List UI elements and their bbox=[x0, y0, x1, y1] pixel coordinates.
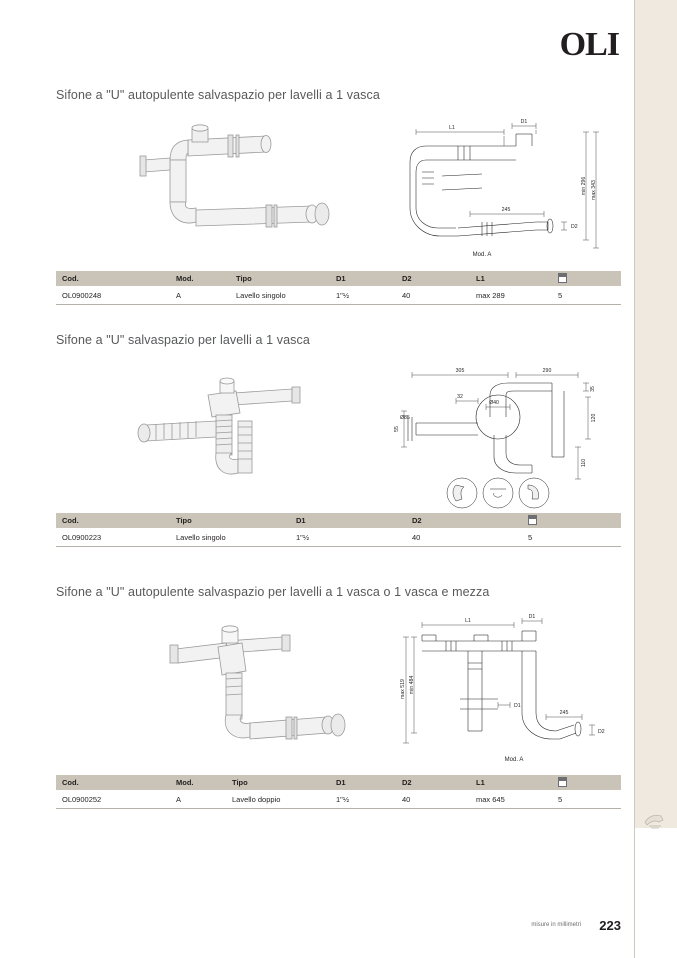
dim-max519: max 519 bbox=[400, 679, 406, 699]
dim-290: 290 bbox=[542, 368, 552, 374]
dim-max343: max 343 bbox=[591, 180, 597, 200]
page-number: 223 bbox=[599, 918, 621, 933]
th-box-qty bbox=[552, 271, 621, 286]
dim-D1: D1 bbox=[520, 119, 528, 125]
spec-table-2 bbox=[56, 513, 621, 547]
th-tipo: Tipo bbox=[230, 271, 330, 286]
section-1-figures bbox=[56, 116, 621, 271]
box-icon bbox=[528, 515, 537, 525]
table-row bbox=[56, 790, 621, 809]
cell-mod: A bbox=[170, 286, 230, 305]
dim-35: 35 bbox=[590, 386, 596, 392]
cell-cod: OL0900223 bbox=[56, 528, 170, 547]
product-photo-3 bbox=[114, 619, 364, 759]
dim-305: 305 bbox=[455, 368, 465, 374]
dim-245: 245 bbox=[559, 710, 569, 716]
technical-drawing-1 bbox=[386, 116, 611, 261]
dim-D1-top: D1 bbox=[528, 614, 536, 620]
drawing-3-mod-label: Mod. A bbox=[504, 757, 524, 763]
cell-d2: 40 bbox=[396, 286, 470, 305]
cell-qty: 5 bbox=[522, 528, 621, 547]
th-tipo: Tipo bbox=[226, 775, 330, 790]
th-d2: D2 bbox=[396, 271, 470, 286]
technical-drawing-2 bbox=[382, 361, 614, 511]
th-cod: Cod. bbox=[56, 513, 170, 528]
th-mod: Mod. bbox=[170, 271, 230, 286]
box-icon bbox=[558, 273, 567, 283]
cell-d1: 1"½ bbox=[290, 528, 406, 547]
table-header-row bbox=[56, 513, 621, 528]
section-2-title: Sifone a "U" salvaspazio per lavelli a 1 vasca bbox=[56, 333, 310, 347]
cell-d1: 1"½ bbox=[330, 790, 396, 809]
dim-D2: D2 bbox=[571, 224, 578, 230]
dim-d85: Ø85 bbox=[400, 415, 410, 421]
table-row bbox=[56, 286, 621, 305]
section-3-figures bbox=[56, 613, 621, 775]
table-header-row bbox=[56, 775, 621, 790]
th-cod: Cod. bbox=[56, 271, 170, 286]
dim-D2: D2 bbox=[598, 729, 605, 735]
cell-d1: 1"½ bbox=[330, 286, 396, 305]
th-l1: L1 bbox=[470, 271, 552, 286]
section-3-title: Sifone a "U" autopulente salvaspazio per lavelli a 1 vasca o 1 vasca e mezza bbox=[56, 585, 490, 599]
cell-l1: max 289 bbox=[470, 286, 552, 305]
cell-mod: A bbox=[170, 790, 226, 809]
dim-55: 55 bbox=[394, 426, 400, 432]
cell-tipo: Lavello singolo bbox=[230, 286, 330, 305]
cell-tipo: Lavello singolo bbox=[170, 528, 290, 547]
dim-120: 120 bbox=[591, 413, 597, 423]
dim-32: 32 bbox=[457, 394, 463, 400]
th-tipo: Tipo bbox=[170, 513, 290, 528]
section-2 bbox=[56, 333, 621, 547]
edge-rule bbox=[634, 0, 635, 958]
cell-cod: OL0900252 bbox=[56, 790, 170, 809]
product-photo-1 bbox=[116, 122, 356, 252]
dim-L1: L1 bbox=[465, 618, 471, 624]
dim-110: 110 bbox=[581, 458, 587, 468]
footer-note: misure in millimetri bbox=[531, 922, 581, 928]
section-1 bbox=[56, 88, 621, 305]
th-d2: D2 bbox=[406, 513, 522, 528]
th-d1: D1 bbox=[330, 271, 396, 286]
section-2-figures bbox=[56, 361, 621, 513]
cell-d2: 40 bbox=[396, 790, 470, 809]
th-cod: Cod. bbox=[56, 775, 170, 790]
brand-logo: OLI bbox=[559, 26, 619, 63]
cell-qty: 5 bbox=[552, 790, 621, 809]
dim-min296: min 296 bbox=[581, 176, 587, 196]
drawing-1-mod-label: Mod. A bbox=[472, 252, 492, 258]
cell-d2: 40 bbox=[406, 528, 522, 547]
table-header-row bbox=[56, 271, 621, 286]
dim-min484: min 484 bbox=[409, 675, 415, 695]
th-mod: Mod. bbox=[170, 775, 226, 790]
dim-L1: L1 bbox=[449, 125, 455, 131]
spec-table-3 bbox=[56, 775, 621, 809]
cell-tipo: Lavello doppio bbox=[226, 790, 330, 809]
th-d1: D1 bbox=[330, 775, 396, 790]
corner-watermark bbox=[641, 808, 669, 830]
technical-drawing-3 bbox=[386, 613, 611, 768]
edge-band-lower-white bbox=[635, 828, 677, 958]
section-3 bbox=[56, 585, 621, 809]
box-icon bbox=[558, 777, 567, 787]
th-d2: D2 bbox=[396, 775, 470, 790]
cell-cod: OL0900248 bbox=[56, 286, 170, 305]
dim-245: 245 bbox=[501, 207, 511, 213]
cell-l1: max 645 bbox=[470, 790, 552, 809]
section-1-title: Sifone a "U" autopulente salvaspazio per lavelli a 1 vasca bbox=[56, 88, 380, 102]
th-l1: L1 bbox=[470, 775, 552, 790]
th-box-qty bbox=[552, 775, 621, 790]
table-row bbox=[56, 528, 621, 547]
cell-qty: 5 bbox=[552, 286, 621, 305]
th-box-qty bbox=[522, 513, 621, 528]
dim-d40: Ø40 bbox=[489, 400, 499, 406]
spec-table-1 bbox=[56, 271, 621, 305]
product-photo-2 bbox=[116, 365, 356, 495]
dim-D1-branch: D1 bbox=[514, 703, 521, 709]
th-d1: D1 bbox=[290, 513, 406, 528]
